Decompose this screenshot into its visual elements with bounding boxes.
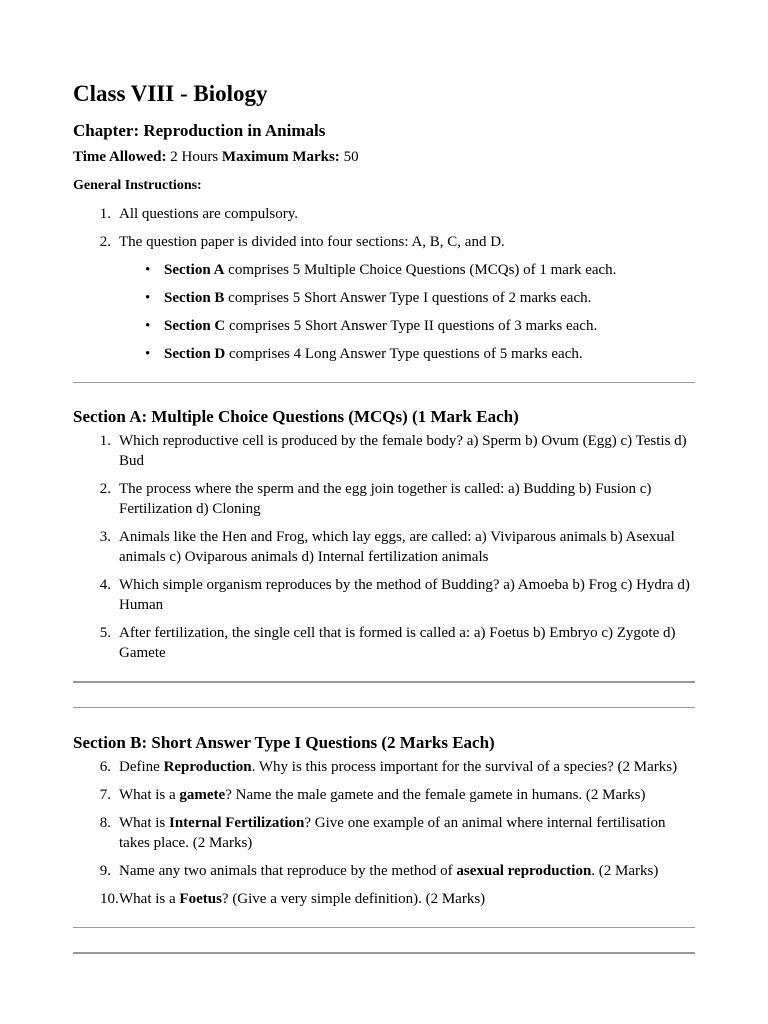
question-number: 10.: [100, 891, 119, 907]
section-breakdown-item: [73, 260, 695, 280]
question-number: 9.: [99, 863, 111, 879]
divider: [73, 382, 695, 383]
section-name: Section B: [164, 290, 225, 306]
question-number: 8.: [99, 815, 111, 831]
section-b-questions: [73, 757, 695, 909]
section-breakdown-item: [73, 288, 695, 308]
question-text: Define: [119, 759, 164, 775]
question-text: . (2 Marks): [591, 863, 659, 879]
section-description: comprises 5 Short Answer Type II questions of 3 marks each.: [225, 318, 598, 334]
question-item: [73, 431, 695, 471]
question-text: ? (Give a very simple definition). (2 Marks): [221, 891, 486, 907]
bullet-icon: •: [145, 346, 151, 362]
section-name: Section D: [164, 346, 226, 362]
section-description: comprises 5 Multiple Choice Questions (MCQs) of 1 mark each.: [224, 262, 617, 278]
divider: [73, 707, 695, 708]
key-term: Internal Fertilization: [169, 815, 305, 831]
section-a-title: Section A: Multiple Choice Questions (MCQs) (1 Mark Each): [73, 407, 519, 426]
section-name: Section A: [164, 262, 225, 278]
sections-breakdown-list: [73, 260, 695, 364]
divider: [73, 927, 695, 928]
question-item: [73, 623, 695, 663]
question-item: [73, 813, 695, 853]
bullet-icon: •: [145, 290, 151, 306]
question-text: After fertilization, the single cell that is formed is called a: a) Foetus b) Embryo c) Zygote d) Gamete: [119, 625, 676, 661]
instruction-item: [73, 204, 695, 224]
instruction-number: 2.: [99, 234, 111, 250]
question-text: What is: [119, 815, 169, 831]
instruction-number: 1.: [99, 206, 111, 222]
key-term: gamete: [179, 787, 226, 803]
maximum-marks-value: 50: [339, 149, 359, 165]
question-number: 4.: [99, 577, 111, 593]
question-item: [73, 785, 695, 805]
question-item: [73, 757, 695, 777]
question-text: Animals like the Hen and Frog, which lay eggs, are called: a) Viviparous animals b) Asexual animals c) Oviparous animals d) Internal fertilization animals: [119, 529, 675, 565]
time-allowed-value: 2 Hours: [166, 149, 222, 165]
section-description: comprises 4 Long Answer Type questions of 5 marks each.: [225, 346, 583, 362]
general-instructions-heading: General Instructions:: [73, 178, 202, 193]
bullet-icon: •: [145, 262, 151, 278]
section-description: comprises 5 Short Answer Type I questions of 2 marks each.: [224, 290, 592, 306]
question-text: What is a: [119, 787, 180, 803]
section-a-questions: [73, 431, 695, 663]
bullet-icon: •: [145, 318, 151, 334]
question-item: [73, 889, 695, 909]
chapter-heading: Chapter: Reproduction in Animals: [73, 121, 326, 140]
section-breakdown-item: [73, 344, 695, 364]
section-breakdown-item: [73, 316, 695, 336]
question-item: [73, 575, 695, 615]
question-item: [73, 479, 695, 519]
question-text: Name any two animals that reproduce by the method of: [119, 863, 457, 879]
key-term: Foetus: [179, 891, 222, 907]
page-title: Class VIII - Biology: [73, 81, 268, 106]
instruction-item: [73, 232, 695, 252]
question-text: Which reproductive cell is produced by the female body? a) Sperm b) Ovum (Egg) c) Testis d) Bud: [119, 433, 687, 469]
question-text: The process where the sperm and the egg join together is called: a) Budding b) Fusion c) Fertilization d) Cloning: [119, 481, 652, 517]
question-text: . Why is this process important for the survival of a species? (2 Marks): [251, 759, 678, 775]
instruction-text: All questions are compulsory.: [119, 206, 298, 222]
question-text: What is a: [119, 891, 180, 907]
question-text: Which simple organism reproduces by the method of Budding? a) Amoeba b) Frog c) Hydra d) Human: [119, 577, 690, 613]
instruction-text: The question paper is divided into four sections: A, B, C, and D.: [119, 234, 505, 250]
divider: [73, 681, 695, 683]
key-term: Reproduction: [163, 759, 252, 775]
instructions-list: [73, 204, 695, 252]
question-number: 7.: [99, 787, 111, 803]
exam-meta: [73, 147, 695, 167]
question-number: 3.: [99, 529, 111, 545]
question-number: 1.: [99, 433, 111, 449]
question-text: ? Give one example of an animal where internal fertilisation takes place. (2 Marks): [119, 815, 666, 851]
question-number: 5.: [99, 625, 111, 641]
question-item: [73, 527, 695, 567]
time-allowed-label: Time Allowed:: [73, 149, 167, 165]
question-number: 6.: [99, 759, 111, 775]
key-term: asexual reproduction: [456, 863, 592, 879]
question-text: ? Name the male gamete and the female gamete in humans. (2 Marks): [225, 787, 646, 803]
section-name: Section C: [164, 318, 226, 334]
question-item: [73, 861, 695, 881]
divider: [73, 952, 695, 954]
section-b-title: Section B: Short Answer Type I Questions (2 Marks Each): [73, 733, 495, 752]
maximum-marks-label: Maximum Marks:: [221, 149, 340, 165]
question-number: 2.: [99, 481, 111, 497]
